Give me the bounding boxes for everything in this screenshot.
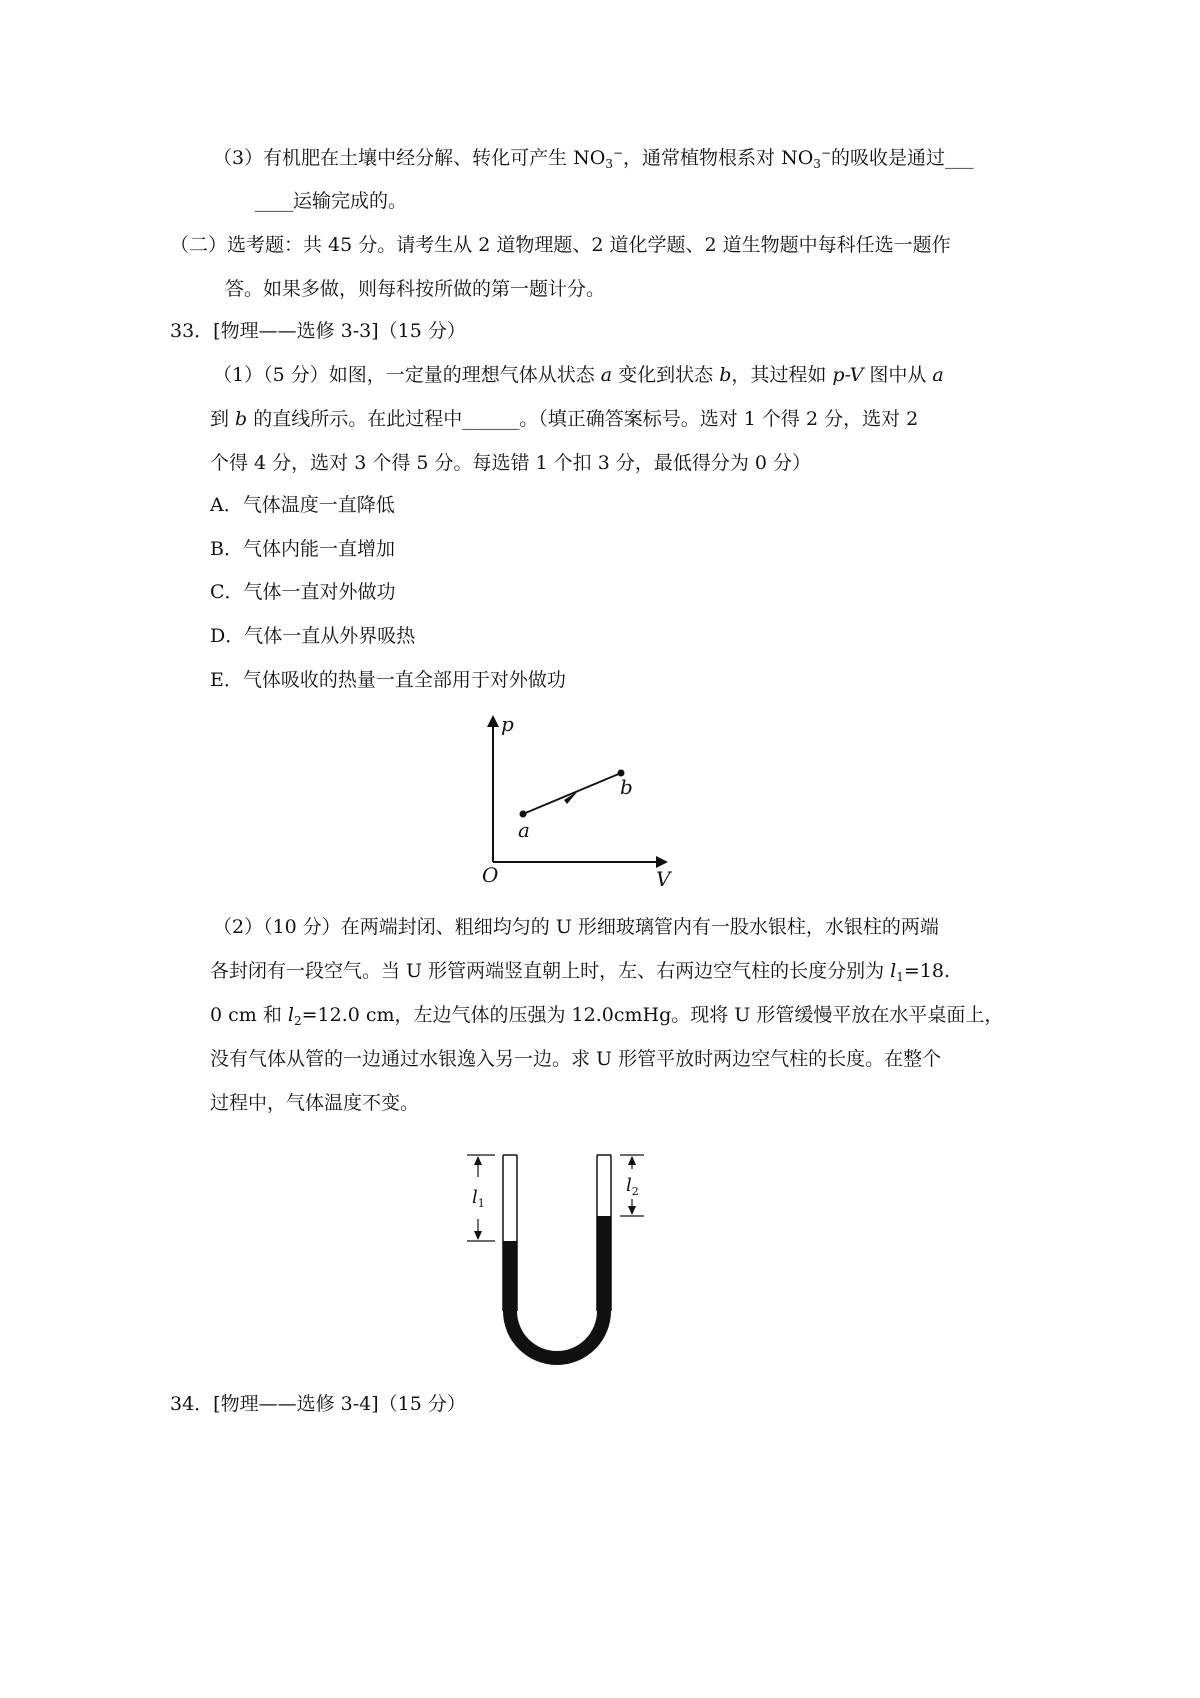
section2-line1: （二）选考题：共 45 分。请考生从 2 道物理题、2 道化学题、2 道生物题中每科任选一题作 <box>170 234 951 256</box>
q33-part2-line5: 过程中，气体温度不变。 <box>210 1092 420 1114</box>
option-d: D．气体一直从外界吸热 <box>210 625 416 647</box>
q3-line1: （3）有机肥在土壤中经分解、转化可产生 $NO_3^-$，通常植物根系对 $NO_3^-$的吸收是通过___ <box>213 146 974 171</box>
q33-part1-line1: （1）（5 分）如图，一定量的理想气体从状态 a 变化到状态 b，其过程如 p-V 图中从 a <box>213 364 944 386</box>
q33-part1-line2: 到 b 的直线所示。在此过程中______。（填正确答案标号。选对 1 个得 2 分，选对 2 <box>210 408 919 430</box>
q33-part2-line1: （2）（10 分）在两端封闭、粗细均匀的 U 形细玻璃管内有一股水银柱，水银柱的两端 <box>213 916 939 938</box>
no3-subscript: 3 <box>813 157 821 171</box>
pv-graph <box>470 705 690 900</box>
mercury-column <box>503 1216 611 1365</box>
q33-part2-line4: 没有气体从管的一边通过水银逸入另一边。求 U 形管平放时两边空气柱的长度。在整个 <box>210 1048 942 1070</box>
q33-part1-line3: 个得 4 分，选对 3 个得 5 分。每选错 1 个扣 3 分，最低得分为 0 分） <box>210 452 812 474</box>
l2-label: $l_2$ <box>626 1175 639 1198</box>
q33-header: 33．[物理——选修 3-3]（15 分） <box>170 320 466 342</box>
point-b-label: b <box>620 775 633 799</box>
process-line <box>523 773 621 814</box>
l1-label: $l_1$ <box>472 1187 485 1210</box>
origin-label: O <box>482 863 499 887</box>
state-a-point <box>520 811 527 818</box>
option-b: B．气体内能一直增加 <box>210 538 395 560</box>
option-a: A．气体温度一直降低 <box>210 494 395 516</box>
option-c: C．气体一直对外做功 <box>210 581 396 603</box>
section2-line2: 答。如果多做，则每科按所做的第一题计分。 <box>225 278 606 300</box>
p-axis-label: p <box>501 712 514 736</box>
v-axis-label: V <box>656 867 671 891</box>
no3-subscript: 3 <box>605 157 613 171</box>
point-a-label: a <box>518 818 530 842</box>
no3-superscript: − <box>820 146 831 160</box>
q33-part2-line3: 0 cm 和 $l_2=12.0$ cm，左边气体的压强为 12.0cmHg。现将 U 形管缓慢平放在水平桌面上， <box>210 1004 1004 1028</box>
q3-line2: ____运输完成的。 <box>255 190 408 212</box>
q34-header: 34．[物理——选修 3-4]（15 分） <box>170 1393 466 1415</box>
u-tube-diagram <box>450 1135 700 1375</box>
no3-superscript: − <box>612 146 624 160</box>
q33-part2-line2: 各封闭有一段空气。当 U 形管两端竖直朝上时，左、右两边空气柱的长度分别为 $l_1=18$. <box>210 960 950 984</box>
option-e: E．气体吸收的热量一直全部用于对外做功 <box>210 669 566 691</box>
